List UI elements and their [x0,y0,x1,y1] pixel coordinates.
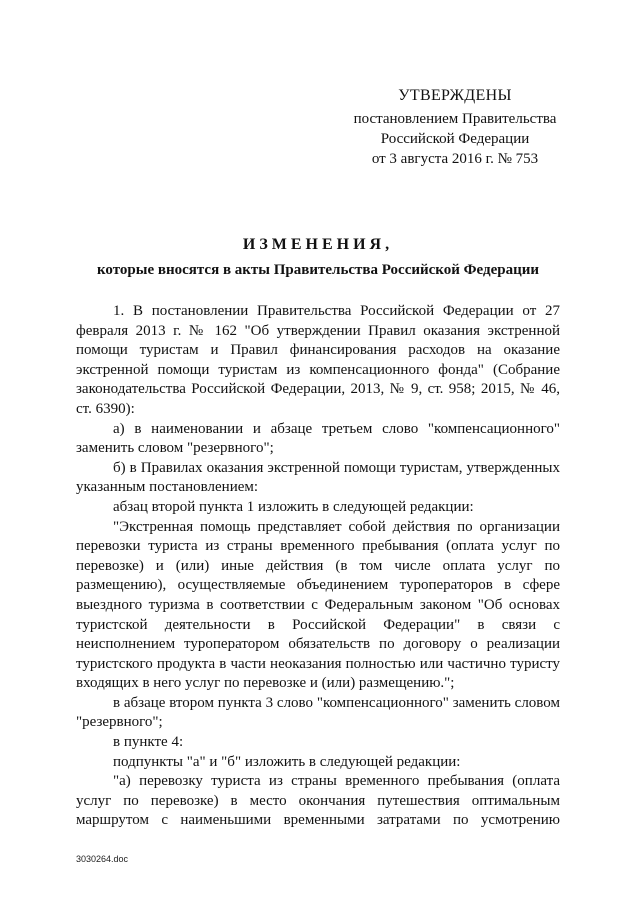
paragraph-7: в пункте 4: [113,734,184,751]
paragraph-4: абзац второй пункта 1 изложить в следующей редакции: [113,498,474,515]
paragraph-8: подпункты "а" и "б" изложить в следующей редакции: [113,753,461,770]
document-title: ИЗМЕНЕНИЯ, [242,236,394,253]
document-subtitle: которые вносятся в акты Правительства Российской Федерации [96,262,540,278]
approval-line-3: от 3 августа 2016 г. № 753 [371,151,539,167]
paragraph-2: а) в наименовании и абзаце третьем слово "компенсационного" заменить словом "резервного"; [76,420,560,457]
approval-line-1: постановлением Правительства [353,111,557,127]
paragraph-6: в абзаце втором пункта 3 слово "компенсационного" заменить словом "резервного"; [76,694,560,731]
paragraph-3: б) в Правилах оказания экстренной помощи туристам, утвержденных указанным постановлением: [76,459,560,496]
paragraph-5: "Экстренная помощь представляет собой действия по организации перевозки туриста из страны временного пребывания (оплата услуг по перевозке) и (или) иные действия (в том числе оплата услуг по размещению), осуществляемые объединением туроператоров в сфере выездного туризма в соответствии с Федеральным законом "Об основах туристской деятельности в Российской Федерации" в связи с неисполнением туроператором обязательств по договору о реализации туристского продукта в части неоказания полностью или частично туристу входящих в него услуг по перевозке и (или) размещению."; [76,518,560,692]
document-body [76,302,560,831]
approval-block [330,86,580,169]
paragraph-1: 1. В постановлении Правительства Российской Федерации от 27 февраля 2013 г. № 162 "Об утверждении Правил оказания экстренной помощи туристам и Правил финансирования расходов на оказание экстренной помощи туристам из компенсационного фонда" (Собрание законодательства Российской Федерации, 2013, № 9, ст. 958; 2015, № 46, ст. 6390): [76,303,560,417]
approval-line-2: Российской Федерации [380,131,530,147]
approval-heading: УТВЕРЖДЕНЫ [398,87,512,104]
paragraph-9: "а) перевозку туриста из страны временного пребывания (оплата услуг по перевозке) в место окончания путешествия оптимальным маршрутом с наименьшими временными затратами по усмотрению [76,773,560,829]
file-name-footer: 3030264.doc [76,854,129,864]
